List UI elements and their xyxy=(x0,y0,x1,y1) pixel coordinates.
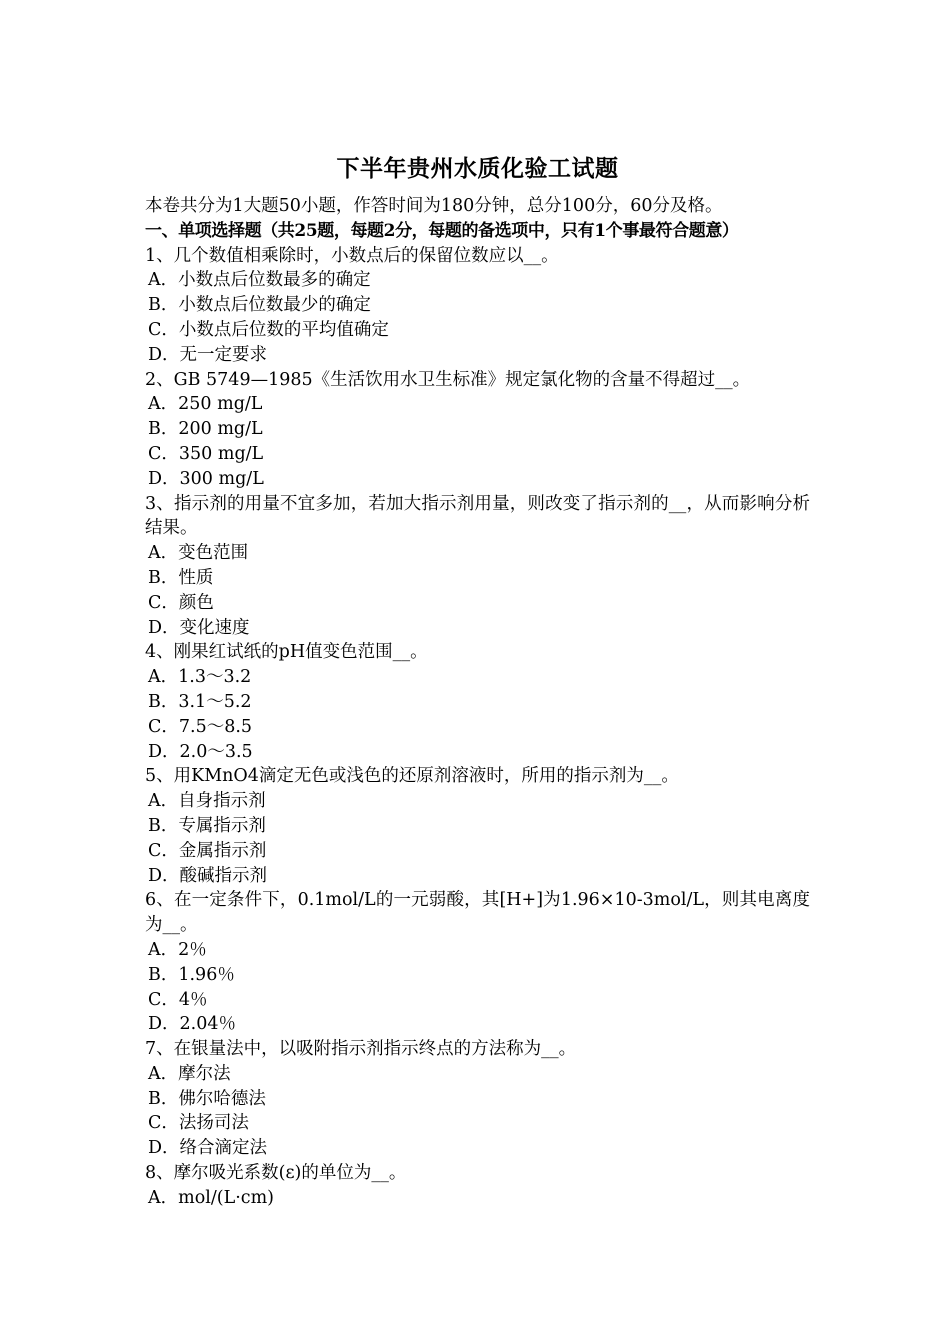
option-a: A．自身指示剂 xyxy=(148,791,266,812)
question-6 xyxy=(145,888,810,1037)
question-text: 2、GB 5749—1985《生活饮用水卫生标准》规定氯化物的含量不得超过__。 xyxy=(145,369,751,390)
exam-page xyxy=(145,150,810,1211)
option-d: D．变化速度 xyxy=(148,617,250,638)
question-text: 6、在一定条件下，0.1mol/L的一元弱酸，其[H+]为1.96×10-3mol/L，则其电离度为__。 xyxy=(145,890,810,936)
question-1 xyxy=(145,244,810,368)
option-c: C．小数点后位数的平均值确定 xyxy=(148,319,389,340)
option-a: A．变色范围 xyxy=(148,543,249,564)
option-b: B．1.96％ xyxy=(148,964,235,985)
page-title: 下半年贵州水质化验工试题 xyxy=(336,155,619,182)
option-b: B．小数点后位数最少的确定 xyxy=(148,295,371,316)
option-a: A．摩尔法 xyxy=(148,1063,231,1084)
option-b: B．佛尔哈德法 xyxy=(148,1088,266,1109)
option-c: C．7.5～8.5 xyxy=(148,716,253,737)
option-c: C．金属指示剂 xyxy=(148,840,267,861)
section-heading: 一、单项选择题（共25题，每题2分，每题的备选项中，只有1个事最符合题意） xyxy=(145,220,739,241)
option-b: B．200 mg/L xyxy=(148,419,263,440)
question-8 xyxy=(145,1161,810,1211)
question-text: 7、在银量法中，以吸附指示剂指示终点的方法称为__。 xyxy=(145,1039,577,1060)
question-text: 8、摩尔吸光系数(ε)的单位为__。 xyxy=(145,1163,407,1184)
question-3 xyxy=(145,492,810,641)
option-a: A．2％ xyxy=(148,939,207,960)
option-b: B．专属指示剂 xyxy=(148,815,266,836)
option-a: A．mol/(L·cm) xyxy=(148,1187,274,1208)
option-d: D．酸碱指示剂 xyxy=(148,865,268,886)
option-d: D．300 mg/L xyxy=(148,468,264,489)
question-5 xyxy=(145,764,810,888)
option-d: D．无一定要求 xyxy=(148,344,268,365)
option-b: B．3.1～5.2 xyxy=(148,691,252,712)
question-4 xyxy=(145,640,810,764)
option-d: D．2.0～3.5 xyxy=(148,741,253,762)
question-7 xyxy=(145,1037,810,1161)
option-d: D．2.04％ xyxy=(148,1014,236,1035)
option-d: D．络合滴定法 xyxy=(148,1138,268,1159)
question-2 xyxy=(145,368,810,492)
option-b: B．性质 xyxy=(148,567,214,588)
exam-intro: 本卷共分为1大题50小题，作答时间为180分钟，总分100分，60分及格。 xyxy=(145,196,723,216)
option-a: A．1.3～3.2 xyxy=(148,667,252,688)
option-c: C．颜色 xyxy=(148,592,214,613)
option-a: A．250 mg/L xyxy=(148,394,263,415)
question-text: 5、用KMnO4滴定无色或浅色的还原剂溶液时，所用的指示剂为__。 xyxy=(145,766,679,787)
question-text: 3、指示剂的用量不宜多加，若加大指示剂用量，则改变了指示剂的__，从而影响分析结果。 xyxy=(145,493,810,539)
question-text: 1、几个数值相乘除时，小数点后的保留位数应以__。 xyxy=(145,245,559,266)
option-c: C．350 mg/L xyxy=(148,443,264,464)
option-a: A．小数点后位数最多的确定 xyxy=(148,270,371,291)
question-text: 4、刚果红试纸的pH值变色范围__。 xyxy=(145,642,428,663)
option-c: C．4％ xyxy=(148,989,208,1010)
option-c: C．法扬司法 xyxy=(148,1113,249,1134)
